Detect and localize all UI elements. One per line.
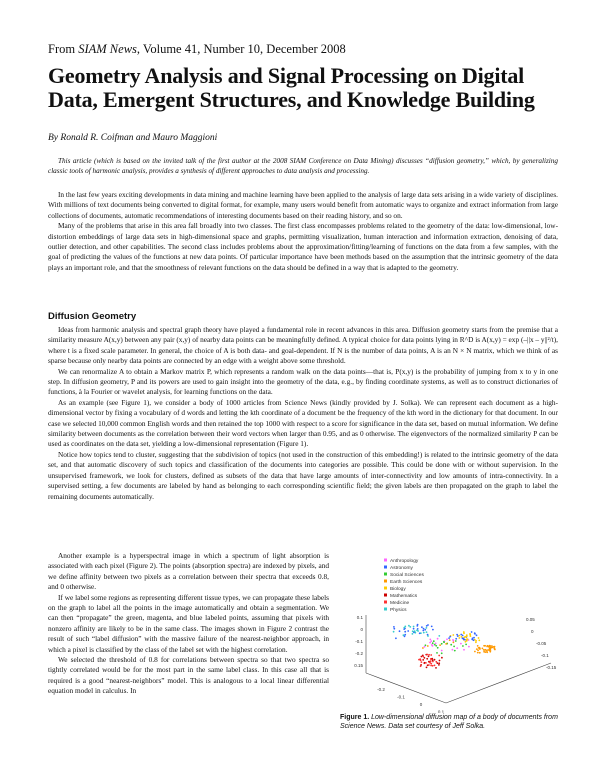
legend-swatch: [384, 594, 387, 597]
tick-label: -0.2: [355, 651, 363, 656]
tick-label: 0.05: [526, 617, 535, 622]
scatter-point: [424, 629, 426, 631]
scatter-point: [434, 665, 436, 667]
scatter-point: [425, 644, 427, 646]
paragraph: Another example is a hyperspectral image in which a spectrum of light absorption is associated with each pixel (Figure 2). The points (absorption spectra) are indexed by pixels, and we define affinity between two pixels as a correlation between their spectra that exceeds 0.8, and 0 otherwise.: [48, 551, 329, 592]
scatter-point: [404, 631, 406, 633]
scatter-point: [469, 634, 471, 636]
scatter-point: [429, 662, 431, 664]
tick-label: -0.2: [377, 687, 385, 692]
scatter-point: [423, 632, 425, 634]
scatter-point: [427, 624, 429, 626]
scatter-point: [419, 632, 421, 634]
scatter-point: [455, 640, 457, 642]
paragraph: In the last few years exciting developments in data mining and machine learning have been applied to the analysis of large data sets arising in a wide variety of disciplines. With millions of text documents being converted to digital format, for example, many users would benefit from automatic ways to organize and extract information from large collections of documents, automatic recommendations of interesting documents based on their reading history, and so on.: [48, 190, 558, 220]
scatter-point: [431, 658, 433, 660]
diffusion-geometry-section: [48, 325, 558, 502]
legend-swatch: [384, 566, 387, 569]
legend-swatch: [384, 559, 387, 562]
scatter-point: [449, 636, 451, 638]
scatter-point: [429, 642, 431, 644]
scatter-point: [461, 636, 463, 638]
tick-label: -0.1: [541, 653, 549, 658]
paragraph: We selected the threshold of 0.8 for correlations between spectra so that two spectra so tightly correlated would be for the most part in the same label class. In this case all that is required is a good “nearest-neighbors” model. This is analogous to a local linear differential equation model in calculus. In: [48, 655, 329, 696]
legend-label: Biology: [390, 587, 406, 592]
scatter-point: [474, 632, 476, 634]
scatter-point: [494, 648, 496, 650]
scatter-point: [465, 644, 467, 646]
scatter-point: [477, 652, 479, 654]
scatter-point: [466, 640, 468, 642]
tick-labels: [354, 615, 557, 713]
section-heading: Diffusion Geometry: [48, 311, 137, 322]
scatter-point: [482, 648, 484, 650]
scatter-point: [420, 659, 422, 661]
scatter-point: [450, 644, 452, 646]
scatter-point: [455, 638, 457, 640]
tick-label: -0.1: [397, 694, 405, 700]
legend-swatch: [384, 580, 387, 583]
scatter-point: [416, 629, 418, 631]
tick-label: 0.1: [356, 615, 363, 620]
left-column: [48, 551, 329, 697]
scatter-point: [413, 626, 415, 628]
scatter-point: [488, 645, 490, 647]
source-line: [48, 42, 346, 57]
scatter-point: [420, 664, 422, 666]
scatter-point: [428, 656, 430, 658]
scatter-point: [427, 664, 429, 666]
scatter-point: [426, 658, 428, 660]
scatter-point: [422, 630, 424, 632]
scatter-point: [456, 647, 458, 649]
scatter-point: [448, 637, 450, 639]
scatter-point: [421, 626, 423, 628]
scatter-point: [412, 633, 414, 635]
scatter-point: [430, 640, 432, 642]
scatter-point: [471, 631, 473, 633]
scatter-point: [478, 640, 480, 642]
scatter-point: [458, 635, 460, 637]
scatter-point: [426, 627, 428, 629]
scatter-point: [422, 647, 424, 649]
scatter-point: [454, 650, 456, 652]
legend-label: Medicine: [390, 601, 410, 606]
scatter-point: [431, 644, 433, 646]
paragraph: As an example (see Figure 1), we consider a body of 1000 articles from Science News (kindly provided by J. Solka). We can represent each document as a high-dimensional vector by fixing a vocabulary of d words and letting the kth coordinate of a document be the frequency of the kth word in the dictionary for that document. In our case we selected 10,000 common English words and then retained the top 1000 with respect to a score for significance in the data set, based on mutual information. We define similarity between documents as the correlation between their word vectors when larger than 0.95, and as 0 otherwise. The eigenvectors of the normalized similarity P can be used as coordinates on the data set, yielding a low-dimensional representation (Figure 1).: [48, 397, 558, 449]
scatter-point: [441, 643, 443, 645]
scatter-point: [422, 656, 424, 658]
scatter-point: [421, 661, 423, 663]
scatter-point: [463, 638, 465, 640]
tick-label: 0: [419, 702, 423, 707]
scatter-point: [483, 649, 485, 651]
source-prefix: From: [48, 42, 79, 56]
paragraph: Ideas from harmonic analysis and spectral graph theory have played a fundamental role in recent advances in this area. Diffusion geometry starts from the premise that a similarity measure A(x,y) between any pair (x,y) of nearby data points can be meaningfully defined. A typical choice for data points lying in R^D is A(x,y) = exp (–||x – y||²/t), where t is a fixed scale parameter. In general, the choice of A is both data- and goal-dependent. If N is the number of data points, A is an N × N matrix, which we think of as sparse because only nearby data points are connected by an edge with a weight above some threshold.: [48, 325, 558, 366]
scatter-point: [404, 634, 406, 636]
scatter-point: [434, 659, 436, 661]
scatter-point: [489, 647, 491, 649]
scatter-point: [427, 645, 429, 647]
scatter-point: [433, 640, 435, 642]
source-suffix: , Volume 41, Number 10, December 2008: [136, 42, 346, 56]
legend-swatch: [384, 608, 387, 611]
scatter-point: [393, 631, 395, 633]
scatter-point: [435, 645, 437, 647]
scatter-point: [438, 664, 440, 666]
scatter-point: [441, 652, 443, 654]
scatter-point: [395, 637, 397, 639]
scatter-point: [452, 634, 454, 636]
scatter-point: [430, 665, 432, 667]
scatter-point: [417, 624, 419, 626]
scatter-point: [441, 650, 443, 652]
authors: By Ronald R. Coifman and Mauro Maggioni: [48, 133, 218, 143]
scatter-point: [441, 657, 443, 659]
scatter-point: [432, 629, 434, 631]
legend-swatch: [384, 587, 387, 590]
scatter-point: [458, 637, 460, 639]
scatter-point: [424, 646, 426, 648]
scatter-point: [426, 631, 428, 633]
scatter-point: [474, 651, 476, 653]
scatter-point: [437, 647, 439, 649]
scatter-point: [473, 639, 475, 641]
scatter-points: [393, 624, 496, 669]
scatter-point: [393, 626, 395, 628]
scatter-point: [424, 662, 426, 664]
scatter-point: [432, 659, 434, 661]
scatter-point: [453, 640, 455, 642]
scatter-point: [445, 643, 447, 645]
legend-label: Social Sciences: [390, 573, 424, 578]
legend-label: Earth Sciences: [390, 580, 423, 585]
scatter-point: [421, 656, 423, 658]
scatter-point: [437, 638, 439, 640]
scatter-point: [466, 636, 468, 638]
scatter-point: [414, 632, 416, 634]
scatter-point: [429, 639, 431, 641]
scatter-point: [403, 627, 405, 629]
tick-label: 0.15: [354, 663, 363, 668]
scatter-point: [432, 642, 434, 644]
scatter-point: [436, 652, 438, 654]
scatter-point: [407, 630, 409, 632]
scatter-point: [399, 630, 401, 632]
scatter-point: [435, 661, 437, 663]
scatter-point: [434, 644, 436, 646]
paragraph: If we label some regions as representing different tissue types, we can propagate these labels on the graph to label all the points in the image automatically and obtain a segmentation. We can then “propagate” the green, magenta, and blue labeled points, assuming that pixels with nonzero affinity are likely to be in the same class. The images shown in Figure 2 contrast the result of such “label diffusion” with the massive failure of the nearest-neighbor approach, in which a pixel is classified by the class of the label set with the highest correlation.: [48, 592, 329, 654]
scatter-point: [478, 637, 480, 639]
scatter-point: [422, 659, 424, 661]
scatter-point: [431, 626, 433, 628]
tick-label: -0.05: [536, 641, 547, 646]
scatter-point: [418, 659, 420, 661]
scatter-point: [483, 651, 485, 653]
scatter-point: [460, 643, 462, 645]
scatter-point: [439, 660, 441, 662]
scatter-point: [486, 651, 488, 653]
caption-text: Low-dimensional diffusion map of a body of documents from Science News. Data set courtesy of Jeff Solka.: [340, 714, 558, 730]
scatter-point: [432, 665, 434, 667]
scatter-point: [453, 646, 455, 648]
scatter-point: [452, 649, 454, 651]
scatter-point: [492, 647, 494, 649]
legend-label: Anthropology: [390, 559, 419, 564]
scatter-point: [393, 628, 395, 630]
intro-section: [48, 190, 558, 273]
figure-caption: [340, 713, 558, 731]
legend-swatch: [384, 601, 387, 604]
scatter-point: [477, 645, 479, 647]
paragraph: Notice how topics tend to cluster, suggesting that the subdivision of topics (not used in the construction of this embedding!) is related to the intrinsic geometry of the data set, and that automatic discovery of such topics and classification of the documents into categories are possible. This could be done with or without supervision. In the unsupervised framework, we look for clusters, defined as subsets of the data that have large amounts of inter-connectivity and low amounts of intra-connectivity. In a supervised setting, a few documents are labeled by hand as belonging to each corresponding scientific field; the given labels are then propagated on the graph to label the remaining documents automatically.: [48, 449, 558, 501]
scatter-point: [463, 649, 465, 651]
scatter-point: [438, 635, 440, 637]
legend-label: Physics: [390, 608, 407, 613]
tick-label: 0: [360, 627, 363, 632]
scatter-point: [484, 645, 486, 647]
scatter-point: [467, 638, 469, 640]
legend-swatch: [384, 573, 387, 576]
journal-name: SIAM News: [78, 42, 137, 56]
paragraph: Many of the problems that arise in this area fall broadly into two classes. The first class encompasses problems related to the geometry of the data: low-dimensional, low-distortion embeddings of large data sets in high-dimensional space and graphs, permitting visualization, human interaction and information extraction, denoising of data, outlier detection, and other capabilities. The second class includes problems about the approximation/fitting/learning of functions on the data from a few samples, with the goal of predicting the values of the functions at new data points. Of particular importance have been methods based on the assumption that the intrinsic geometry of the data plays an important role, and that the smoothness of relevant functions on the data should be defined in a way that is adapted to the geometry.: [48, 221, 558, 272]
scatter-point: [426, 667, 428, 669]
diffusion-map-plot: [336, 553, 558, 713]
scatter-point: [479, 652, 481, 654]
scatter-point: [413, 628, 415, 630]
legend-label: Astronomy: [390, 566, 413, 571]
legend: [384, 558, 424, 613]
scatter-point: [409, 626, 411, 628]
tick-label: 0.1: [437, 709, 445, 713]
scatter-point: [453, 642, 455, 644]
scatter-point: [403, 634, 405, 636]
scatter-point: [430, 654, 432, 656]
article-title: Geometry Analysis and Signal Processing on Digital Data, Emergent Structures, and Knowledge Building: [48, 63, 535, 112]
scatter-point: [437, 662, 439, 664]
tick-label: 0: [531, 629, 534, 634]
scatter-point: [462, 645, 464, 647]
paragraph: We can renormalize A to obtain a Markov matrix P, which represents a random walk on the data points—that is, P(x,y) is the probability of jumping from x to y in one step. In diffusion geometry, P and its powers are used to gain insight into the geometry of the data, e.g., by finding coordinate systems, as well as to construct dictionaries of functions, à la Fourier or wavelet analysis, for learning functions on the data.: [48, 366, 558, 397]
legend-label: Mathematics: [390, 594, 418, 599]
scatter-point: [477, 649, 479, 651]
scatter-point: [435, 667, 437, 669]
tick-label: -0.1: [355, 639, 363, 644]
scatter-point: [449, 639, 451, 641]
scatter-point: [443, 641, 445, 643]
scatter-point: [428, 654, 430, 656]
abstract: This article (which is based on the invited talk of the first author at the 2008 SIAM Conference on Data Mining) discusses “diffusion geometry,” which, by generalizing classic tools of harmonic analysis, provides a synthesis of different approaches to data analysis and processing.: [48, 157, 558, 175]
scatter-point: [408, 625, 410, 627]
scatter-point: [426, 654, 428, 656]
scatter-point: [463, 632, 465, 634]
scatter-point: [427, 635, 429, 637]
scatter-point: [475, 641, 477, 643]
scatter-point: [490, 649, 492, 651]
scatter-point: [473, 637, 475, 639]
scatter-point: [468, 646, 470, 648]
scatter-point: [424, 657, 426, 659]
scatter-point: [479, 647, 481, 649]
right-axis: [446, 663, 551, 703]
tick-label: -0.15: [546, 665, 557, 670]
scatter-point: [423, 628, 425, 630]
scatter-point: [438, 662, 440, 664]
caption-label: Figure 1.: [340, 714, 370, 721]
scatter-point: [439, 644, 441, 646]
scatter-point: [456, 634, 458, 636]
scatter-point: [460, 634, 462, 636]
figure-1: [336, 553, 558, 725]
scatter-point: [438, 655, 440, 657]
scatter-point: [476, 634, 478, 636]
scatter-point: [446, 638, 448, 640]
scatter-point: [485, 649, 487, 651]
